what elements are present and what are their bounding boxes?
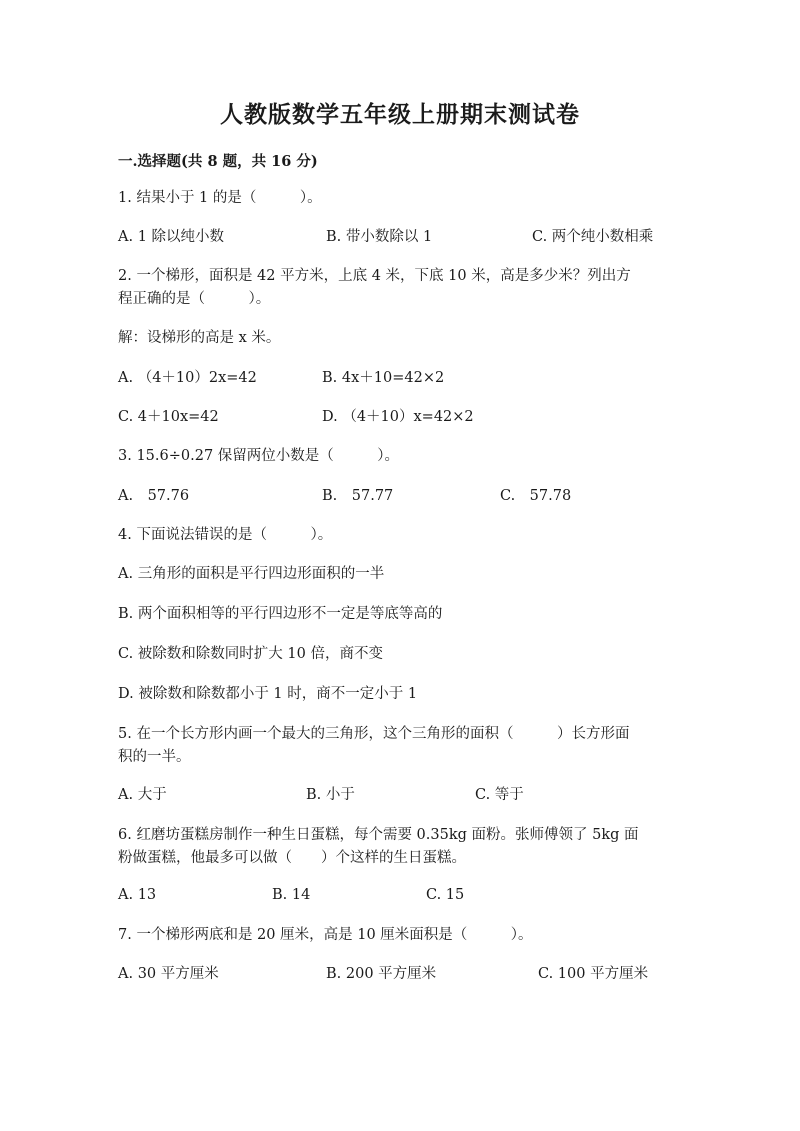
question-7-stem: 7. 一个梯形两底和是 20 厘米，高是 10 厘米面积是（ ）。 (118, 927, 533, 943)
question-4-option-b: B. 两个面积相等的平行四边形不一定是等底等高的 (118, 606, 443, 622)
question-2-stem-line-1: 2. 一个梯形，面积是 42 平方米，上底 4 米，下底 10 米，高是多少米？列出方 (118, 268, 631, 284)
question-6-option-b: B. 14 (272, 887, 311, 903)
question-2-option-d: D. （4＋10）x=42×2 (322, 409, 474, 425)
question-7-option-b: B. 200 平方厘米 (326, 966, 437, 982)
question-1-option-a: A. 1 除以纯小数 (118, 229, 225, 245)
question-5-stem-line-2: 积的一半。 (118, 749, 191, 765)
question-3-option-c: C. 57.78 (500, 488, 572, 504)
question-4-option-d: D. 被除数和除数都小于 1 时，商不一定小于 1 (118, 686, 418, 702)
question-6-option-c: C. 15 (426, 887, 465, 903)
question-1-option-b: B. 带小数除以 1 (326, 229, 433, 245)
question-6-stem-line-1: 6. 红磨坊蛋糕房制作一种生日蛋糕，每个需要 0.35kg 面粉。张师傅领了 5kg 面 (118, 827, 639, 843)
question-3-stem: 3. 15.6÷0.27 保留两位小数是（ ）。 (118, 448, 400, 464)
page-title: 人教版数学五年级上册期末测试卷 (220, 101, 580, 128)
question-6-stem-line-2: 粉做蛋糕，他最多可以做（ ）个这样的生日蛋糕。 (118, 850, 466, 866)
question-2-option-c: C. 4＋10x=42 (118, 409, 219, 425)
question-5-option-c: C. 等于 (475, 787, 524, 803)
question-5-option-b: B. 小于 (306, 787, 355, 803)
question-2-option-b: B. 4x＋10=42×2 (322, 370, 445, 386)
question-2-note: 解：设梯形的高是 x 米。 (118, 330, 281, 346)
question-4-stem: 4. 下面说法错误的是（ ）。 (118, 527, 333, 543)
question-6-option-a: A. 13 (118, 887, 157, 903)
question-5-option-a: A. 大于 (118, 787, 167, 803)
section-heading: 一.选择题(共 8 题，共 16 分) (118, 153, 318, 170)
question-3-option-a: A. 57.76 (118, 488, 190, 504)
question-2-option-a: A. （4＋10）2x=42 (118, 370, 257, 386)
question-7-option-a: A. 30 平方厘米 (118, 966, 219, 982)
question-4-option-a: A. 三角形的面积是平行四边形面积的一半 (118, 566, 385, 582)
question-2-stem-line-2: 程正确的是（ ）。 (118, 291, 271, 307)
question-4-option-c: C. 被除数和除数同时扩大 10 倍，商不变 (118, 646, 383, 662)
question-5-stem-line-1: 5. 在一个长方形内画一个最大的三角形，这个三角形的面积（ ）长方形面 (118, 726, 630, 742)
question-7-option-c: C. 100 平方厘米 (538, 966, 649, 982)
question-1-option-c: C. 两个纯小数相乘 (532, 229, 654, 245)
question-1-stem: 1. 结果小于 1 的是（ ）。 (118, 190, 322, 206)
question-3-option-b: B. 57.77 (322, 488, 394, 504)
